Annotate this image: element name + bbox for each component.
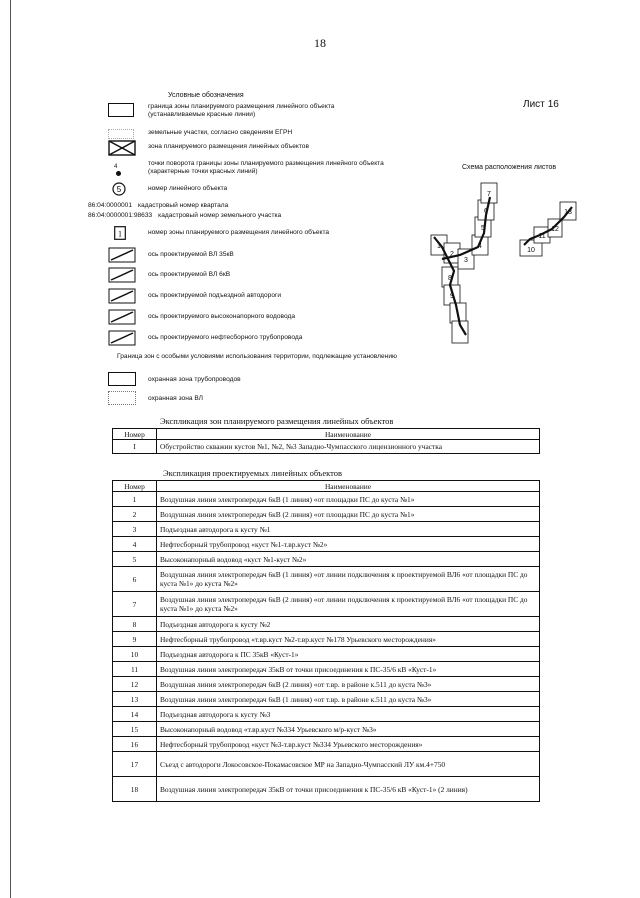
sheet-label	[520, 99, 559, 110]
svg-text:1: 1	[437, 243, 441, 250]
table-row: 3 Подъездная автодорога к кусту №1	[113, 522, 540, 537]
svg-text:9: 9	[450, 293, 454, 300]
svg-text:6: 6	[484, 208, 488, 215]
special-zones-caption: Граница зон с особыми условиями использования территории, подлежащие установлению	[117, 353, 397, 360]
land-parcel-dotted-icon	[108, 129, 134, 139]
table-row: 2 Воздушная линия электропередач 6кВ (2 линия) «от площадки ПС до куста №1»	[113, 507, 540, 522]
table-row: 12 Воздушная линия электропередач 6кВ (2 линия) «от т.вр. в районе к.511 до куста №3»	[113, 677, 540, 692]
axis-line-icon	[108, 247, 136, 266]
zone-number-box-icon	[114, 226, 126, 243]
scheme-title: Схема расположения листов	[462, 164, 557, 171]
zones-table-caption: Экспликация зон планируемого размещения линейных объектов	[160, 416, 394, 426]
table-row: 10 Подъездная автодорога к ПС 35кВ «Куст-1»	[113, 647, 540, 662]
legend-code-parcel: 86:04:0000001:98633 кадастровый номер земельного участка	[88, 212, 282, 219]
boundary-box-icon	[108, 103, 134, 117]
axis-line-icon	[108, 309, 136, 328]
table-row: 16 Нефтесборный трубопровод «куст №3-т.вр.куст №334 Урьевского месторождения»	[113, 737, 540, 752]
page-number: 18	[314, 36, 326, 50]
legend-title: Условные обозначения	[168, 92, 244, 99]
svg-text:1: 1	[118, 229, 122, 239]
crossed-box-icon	[108, 140, 136, 159]
table-row: I Обустройство скважин кустов №1, №2, №3 Западно-Чумпасского лицензионного участка	[113, 440, 540, 454]
svg-text:5: 5	[116, 185, 122, 194]
table-row: 18 Воздушная линия электропередач 35кВ от точки присоединения к ПС-35/6 кВ «Куст-1» (2 линия)	[113, 777, 540, 802]
svg-text:4: 4	[478, 243, 482, 250]
table-row: 7 Воздушная линия электропередач 6кВ (2 линия) «от линии подключения к проектируемой ВЛ6 «от площадки ПС до куста №1» до куста №2»	[113, 592, 540, 617]
svg-text:7: 7	[487, 191, 491, 198]
svg-text:12: 12	[551, 226, 559, 233]
svg-text:3: 3	[464, 257, 468, 264]
table-row: 6 Воздушная линия электропередач 6кВ (1 линия) «от линии подключения к проектируемой ВЛ6 «от площадки ПС до куста №1» до куста №2»	[113, 567, 540, 592]
svg-text:8: 8	[448, 275, 452, 282]
table-row: 5 Высоконапорный водовод «куст №1-куст №2»	[113, 552, 540, 567]
vl-protection-dashed-icon	[108, 391, 136, 405]
svg-text:5: 5	[481, 225, 485, 232]
sheet-label-text: Лист	[523, 99, 545, 110]
axis-line-icon	[108, 330, 136, 349]
axis-line-icon	[108, 288, 136, 307]
sheet-number: 16	[547, 99, 559, 110]
table-row: 1 Воздушная линия электропередач 6кВ (1 линия) «от площадки ПС до куста №1»	[113, 492, 540, 507]
objects-table-caption: Экспликация проектируемых линейных объектов	[163, 468, 342, 478]
page-edge-rule	[10, 0, 11, 898]
table-row: 4 Нефтесборный трубопровод «куст №1-т.вр.куст №2»	[113, 537, 540, 552]
table-row: 15 Высоконапорный водовод «т.вр.куст №334 Урьевского м/р-куст №3»	[113, 722, 540, 737]
axis-line-icon	[108, 267, 136, 286]
objects-table	[112, 480, 540, 802]
objects-header-number: Номер	[113, 481, 157, 492]
table-row: 11 Воздушная линия электропередач 35кВ от точки присоединения к ПС-35/6 кВ «Куст-1»	[113, 662, 540, 677]
object-number-circle-icon	[112, 182, 126, 199]
svg-text:11: 11	[538, 233, 546, 240]
legend-code-quarter: 86:04:0000001 кадастровый номер квартала	[88, 202, 229, 209]
table-row: 17 Съезд с автодороги Локосовское-Покамасовское МР на Западно-Чумпасский ЛУ км.4+750	[113, 752, 540, 777]
turn-point-dot-icon: 4	[114, 163, 121, 179]
svg-text:13: 13	[564, 209, 572, 216]
table-row: 9 Нефтесборный трубопровод «т.вр.куст №2-т.вр.куст №178 Урьевского месторождения»	[113, 632, 540, 647]
zones-header-number: Номер	[113, 429, 157, 440]
svg-text:2: 2	[450, 251, 454, 258]
objects-header-name: Наименование	[157, 481, 540, 492]
svg-text:10: 10	[527, 247, 535, 254]
zones-table	[112, 428, 540, 454]
table-row: 14 Подъездная автодорога к кусту №3	[113, 707, 540, 722]
sheet-layout-scheme	[420, 175, 590, 355]
table-row: 13 Воздушная линия электропередач 6кВ (1 линия) «от т.вр. в районе к.511 до куста №3»	[113, 692, 540, 707]
pipeline-protection-box-icon	[108, 372, 136, 386]
table-row: 8 Подъездная автодорога к кусту №2	[113, 617, 540, 632]
zones-header-name: Наименование	[157, 429, 540, 440]
